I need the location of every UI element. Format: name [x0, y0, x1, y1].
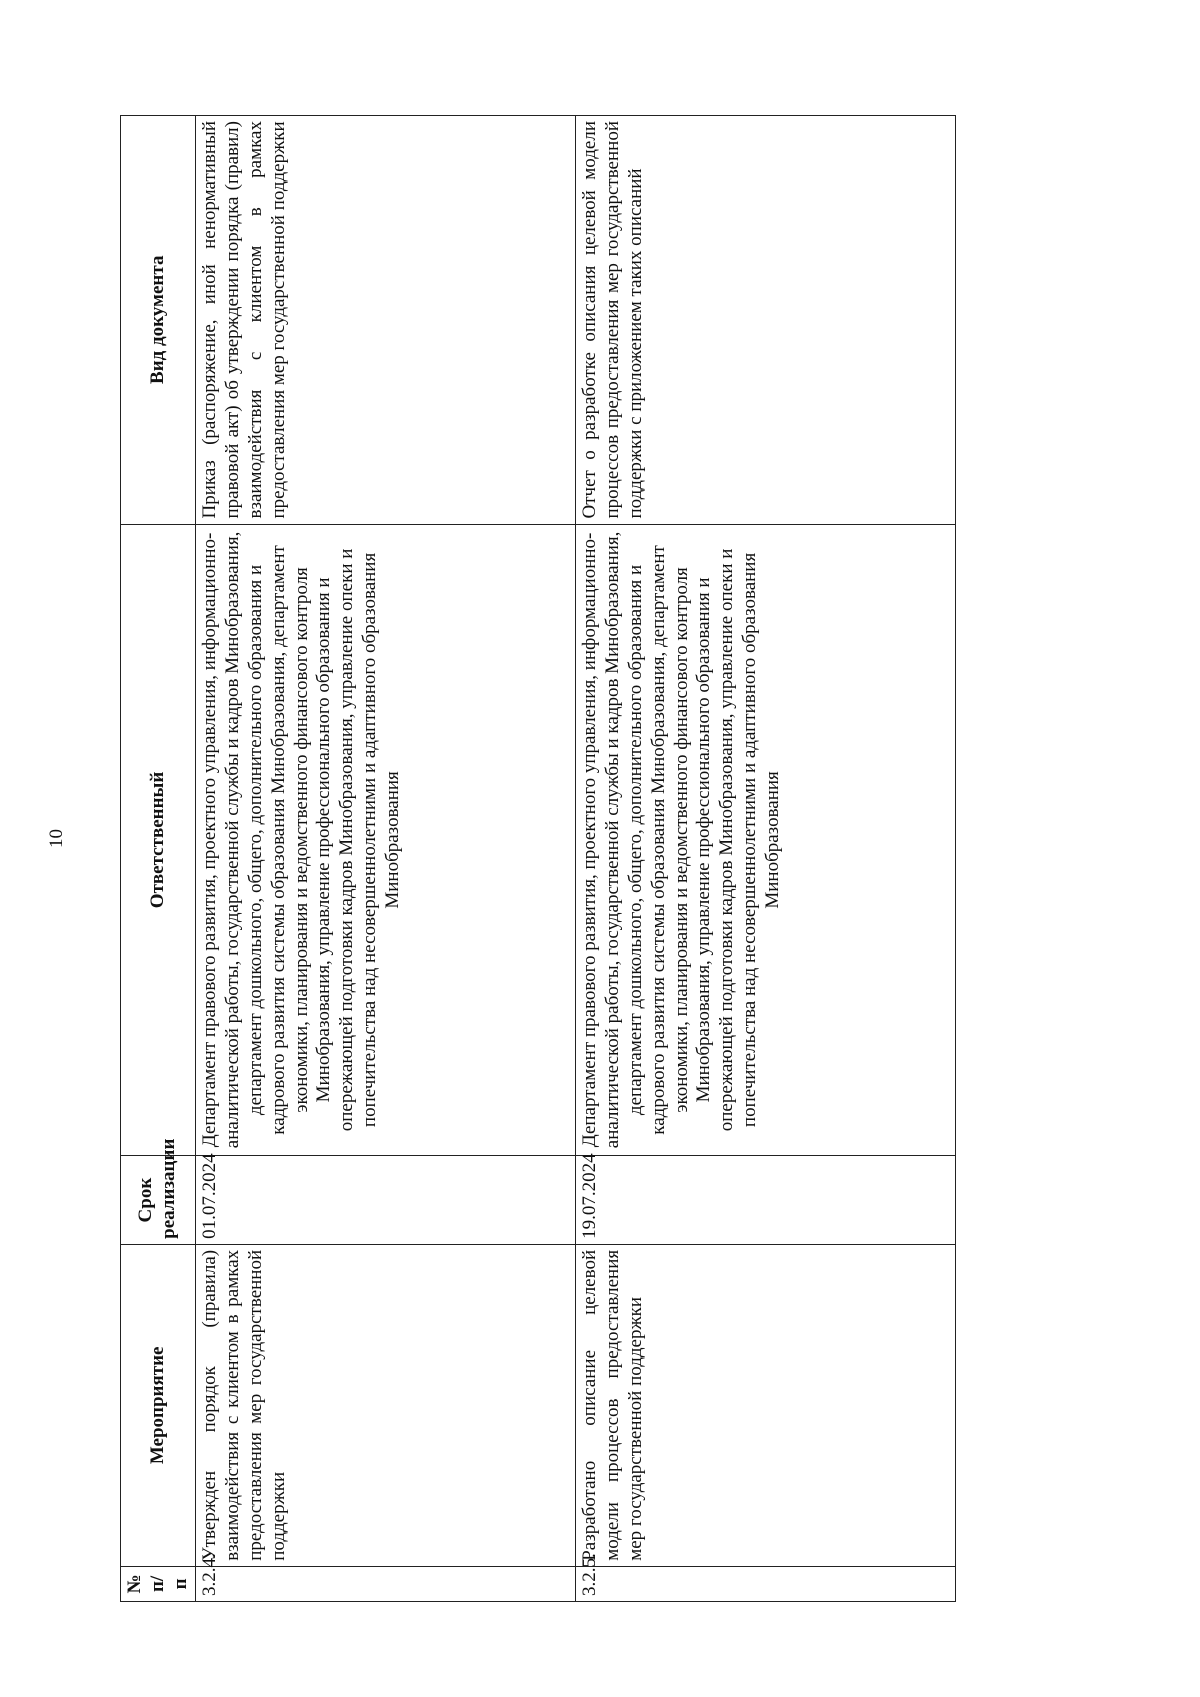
cell-responsible: Департамент правового развития, проектного управления, информационно-аналитической работы, государственной службы и кадров Минобразования, департамент дошкольного, общего, дополнительного образования и кадрового развития системы образования Минобразования, департамент экономики, планирования и ведомственного финансового контроля Минобразования, управление профессионального образования и опережающей подготовки кадров Минобразования, управление опеки и попечительства над несовершеннолетними и адаптивного образования Минобразования: [576, 524, 956, 1156]
cell-deadline: 01.07.2024: [196, 1156, 576, 1245]
header-document: Вид документа: [121, 116, 196, 525]
page-number: 10: [46, 829, 67, 848]
header-activity: Мероприятие: [121, 1244, 196, 1566]
header-deadline: Срок реализации: [121, 1156, 196, 1245]
table-header-row: [121, 116, 196, 1602]
cell-num: 3.2.5.: [576, 1566, 956, 1601]
cell-document: Приказ (распоряжение, иной ненормативный правовой акт) об утверждении порядка (правил) взаимодействия с клиентом в рамках предоставления мер государственной поддержки: [196, 116, 576, 525]
cell-activity: Утвержден порядок (правила) взаимодействия с клиентом в рамках предоставления мер государственной поддержки: [196, 1244, 576, 1566]
cell-activity: Разработано описание целевой модели процессов предоставления мер государственной поддержки: [576, 1244, 956, 1566]
table-row: [576, 116, 956, 1602]
rotated-table-wrapper: [120, 115, 930, 1602]
header-responsible: Ответственный: [121, 524, 196, 1156]
cell-deadline: 19.07.2024: [576, 1156, 956, 1245]
measures-table: [120, 115, 956, 1602]
header-num: № п/п: [121, 1566, 196, 1601]
cell-document: Отчет о разработке описания целевой модели процессов предоставления мер государственной поддержки с приложением таких описаний: [576, 116, 956, 525]
table-row: [196, 116, 576, 1602]
cell-num: 3.2.4.: [196, 1566, 576, 1601]
cell-responsible: Департамент правового развития, проектного управления, информационно-аналитической работы, государственной службы и кадров Минобразования, департамент дошкольного, общего, дополнительного образования и кадрового развития системы образования Минобразования, департамент экономики, планирования и ведомственного финансового контроля Минобразования, управление профессионального образования и опережающей подготовки кадров Минобразования, управление опеки и попечительства над несовершеннолетними и адаптивного образования Минобразования: [196, 524, 576, 1156]
